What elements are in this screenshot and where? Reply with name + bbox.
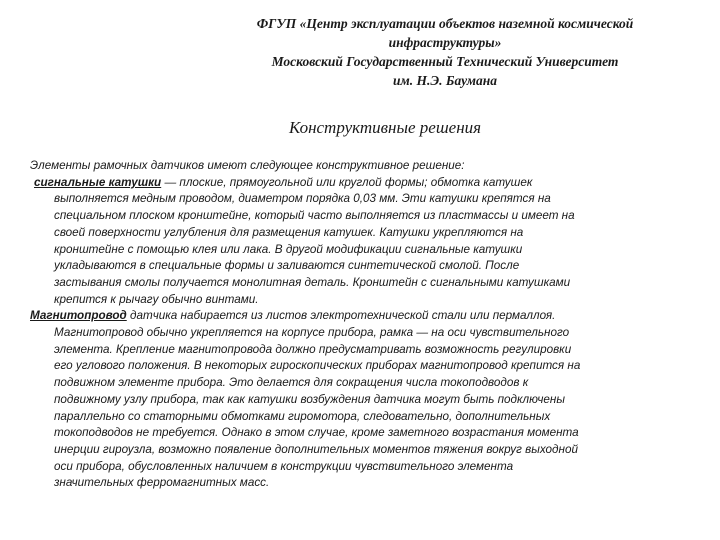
text-line: Магнитопровод обычно укрепляется на корпусе прибора, рамка — на оси чувствительного bbox=[54, 326, 570, 340]
page-title: Конструктивные решения bbox=[288, 118, 482, 137]
text-line: элемента. Крепление магнитопровода должно предусматривать возможность регулировки bbox=[54, 342, 572, 356]
coils-definition: — плоские, прямоугольной или круглой формы; обмотка катушек bbox=[161, 175, 533, 189]
text-line: значительных ферромагнитных масс. bbox=[54, 476, 270, 490]
text-line: крепится к рычагу обычно винтами. bbox=[54, 292, 259, 306]
text-line: застывания смолы получается монолитная деталь. Кронштейн с сигнальными катушками bbox=[54, 275, 571, 289]
text-line: оси прибора, обусловленных наличием в конструкции чувствительного элемента bbox=[54, 459, 514, 473]
coils-first-line bbox=[30, 175, 695, 192]
text-line: выполняется медным проводом, диаметром порядка 0,03 мм. Эти катушки крепятся на bbox=[54, 192, 551, 206]
header-line-infrastructure: инфраструктуры» bbox=[388, 35, 502, 50]
body-text bbox=[30, 158, 695, 492]
text-line: кронштейне с помощью клея или лака. В другой модификации сигнальные катушки bbox=[54, 242, 523, 256]
header-line-organization: ФГУП «Центр эксплуатации объектов наземной космической bbox=[256, 16, 634, 31]
header-line-university: Московский Государственный Технический Университет bbox=[271, 54, 619, 69]
text-line: подвижном элементе прибора. Это делается для сокращения числа токоподводов к bbox=[54, 376, 529, 390]
text-line: специальном плоском кронштейне, который часто выполняется из пластмассы и имеет на bbox=[54, 209, 575, 223]
core-first-line bbox=[30, 308, 695, 325]
text-line: токоподводов не требуется. Однако в этом случае, кроме заметного возрастания момента bbox=[54, 426, 579, 440]
header-block bbox=[210, 14, 680, 90]
text-line: его углового положения. В некоторых гироскопических приборах магнитопровод крепится на bbox=[54, 359, 581, 373]
text-line: инерции гироузла, возможно появление дополнительных моментов тяжения вокруг выходной bbox=[54, 442, 578, 456]
text-line: подвижному узлу прибора, так как катушки возбуждения датчика могут быть подключены bbox=[54, 392, 565, 406]
core-definition: датчика набирается из листов электротехнической стали или пермаллоя. bbox=[126, 309, 556, 323]
header-line-bauman: им. Н.Э. Баумана bbox=[393, 73, 497, 88]
intro-line: Элементы рамочных датчиков имеют следующее конструктивное решение: bbox=[30, 159, 465, 172]
coils-term: сигнальные катушки bbox=[34, 175, 162, 189]
text-line: параллельно со статорными обмотками гиромотора, следовательно, дополнительных bbox=[54, 409, 551, 423]
text-line: укладываются в специальные формы и заливаются синтетической смолой. После bbox=[54, 259, 520, 273]
text-line: своей поверхности углубления для размещения катушек. Катушки укрепляются на bbox=[54, 225, 524, 239]
core-term: Магнитопровод bbox=[30, 309, 127, 323]
